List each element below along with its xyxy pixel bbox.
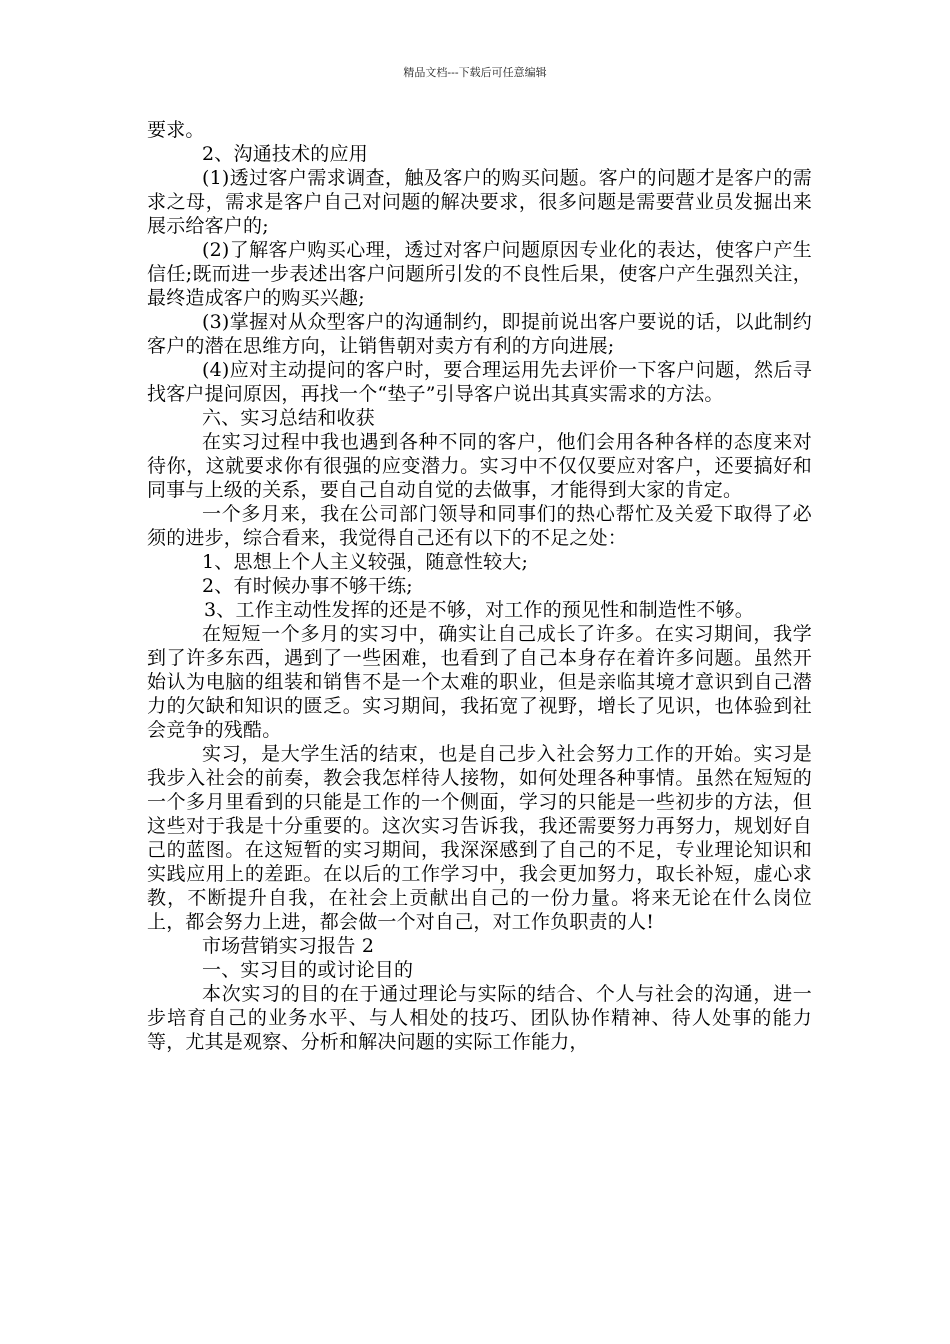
section-heading: 2、沟通技术的应用 [202,143,368,165]
report-title: 市场营销实习报告 2 [202,935,375,957]
paragraph: 在短短一个多月的实习中，确实让自己成长了许多。在实习期间，我学到了许多东西，遇到了一些困难，也看到了自己本身存在着许多问题。虽然开始认为电脑的组装和销售不是一个太难的职业，但是亲临其境才意识到自己潜力的欠缺和知识的匮乏。实习期间，我拓宽了视野，增长了见识，也体验到社会竞争的残酷。 [147,623,812,741]
paragraph: (2)了解客户购买心理，透过对客户问题原因专业化的表达，使客户产生信任;既而进一步表述出客户问题所引发的不良性后果，使客户产生强烈关注，最终造成客户的购买兴趣; [147,239,812,309]
paragraph: 一个多月来，我在公司部门领导和同事们的热心帮忙及关爱下取得了必须的进步，综合看来，我觉得自己还有以下的不足之处： [147,503,812,549]
paragraph: (1)透过客户需求调查，触及客户的购买问题。客户的问题才是客户的需求之母，需求是客户自己对问题的解决要求，很多问题是需要营业员发掘出来展示给客户的; [147,167,812,237]
list-item: 1、思想上个人主义较强，随意性较大; [202,551,529,573]
paragraph: 实习，是大学生活的结束，也是自己步入社会努力工作的开始。实习是我步入社会的前奏，教会我怎样待人接物，如何处理各种事情。虽然在短短的一个多月里看到的只能是工作的一个侧面，学习的只能是一些初步的方法，但这些对于我是十分重要的。这次实习告诉我，我还需要努力再努力，规划好自己的蓝图。在这短暂的实习期间，我深深感到了自己的不足，专业理论知识和实践应用上的差距。在以后的工作学习中，我会更加努力，取长补短，虚心求教，不断提升自我，在社会上贡献出自己的一份力量。将来无论在什么岗位上，都会努力上进，都会做一个对自己，对工作负职责的人! [147,743,812,933]
list-item: 3、工作主动性发挥的还是不够，对工作的预见性和制造性不够。 [204,599,754,621]
document-body [147,118,812,1054]
page-header: 精品文档---下载后可任意编辑 [403,66,547,79]
section-heading: 一、实习目的或讨论目的 [202,959,414,981]
paragraph: 要求。 [147,119,205,141]
paragraph: (4)应对主动提问的客户时，要合理运用先去评价一下客户问题，然后寻找客户提问原因，再找一个“垫子”引导客户说出其真实需求的方法。 [147,359,812,405]
paragraph: (3)掌握对从众型客户的沟通制约，即提前说出客户要说的话，以此制约客户的潜在思维方向，让销售朝对卖方有利的方向进展; [147,311,812,357]
list-item: 2、有时候办事不够干练; [202,575,413,597]
section-heading: 六、实习总结和收获 [202,407,375,429]
paragraph: 本次实习的目的在于通过理论与实际的结合、个人与社会的沟通，进一步培育自己的业务水平、与人相处的技巧、团队协作精神、待人处事的能力等，尤其是观察、分析和解决问题的实际工作能力， [147,983,812,1053]
paragraph: 在实习过程中我也遇到各种不同的客户，他们会用各种各样的态度来对待你，这就要求你有很强的应变潜力。实习中不仅仅要应对客户，还要搞好和同事与上级的关系，要自己自动自觉的去做事，才能得到大家的肯定。 [147,431,812,501]
